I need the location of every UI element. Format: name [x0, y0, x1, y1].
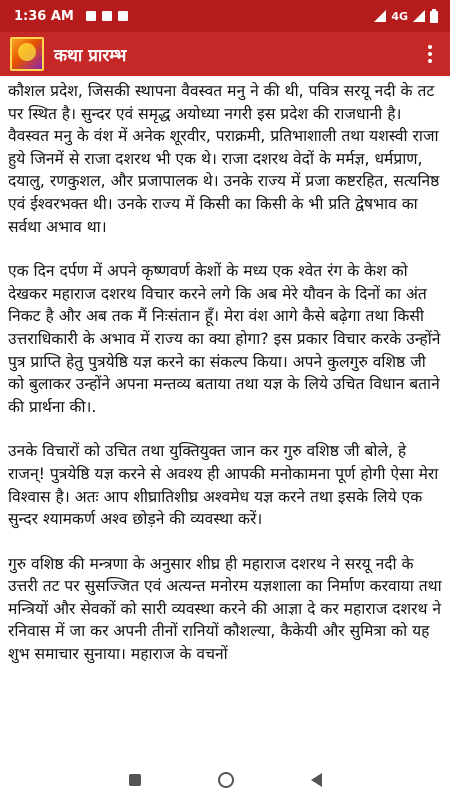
notification-app-icon-3 [118, 11, 128, 21]
signal-icon [374, 10, 386, 22]
story-paragraph-2: एक दिन दर्पण में अपने कृष्णवर्ण केशों के मध्य एक श्वेत रंग के केश को देखकर महाराज दशरथ विचार करने लगे कि अब मेरे यौवन के दिनों का अंत निकट है और अब तक मैं निःसंतान हूँ। मेरा वंश आगे कैसे बढ़ेगा तथा किसी उत्तराधिकारी के अभाव में राज्य का क्या होगा? इस प्रकार विचार करके उन्होंने पुत्र प्राप्ति हेतु पुत्रयेष्ठि यज्ञ करने का संकल्प किया। अपने कुलगुरु वशिष्ठ जी को बुलाकर उन्होंने अपना मन्तव्य बताया तथा यज्ञ के लिये उचित विधान बताने की प्रार्थना की।. [8, 262, 441, 416]
notification-app-icon-2 [102, 11, 112, 21]
back-button[interactable] [311, 773, 322, 787]
recents-button[interactable] [129, 774, 141, 786]
battery-icon [430, 9, 438, 23]
overflow-menu-icon[interactable] [420, 45, 440, 63]
signal-strength-icon [413, 10, 425, 22]
story-paragraph-4: गुरु वशिष्ठ की मन्त्रणा के अनुसार शीघ्र ही महाराज दशरथ ने सरयू नदी के उत्तरी तट पर सुसज्जित एवं अत्यन्त मनोरम यज्ञशाला का निर्माण करवाया तथा मन्त्रियों और सेवकों को सारी व्यवस्था करने की आज्ञा दे कर महाराज दशरथ ने रनिवास में जा कर अपनी तीनों रानियों कौशल्या, कैकेयी और सुमित्रा को यह शुभ समाचार सुनाया। महाराज के वचनों [8, 554, 442, 664]
status-time: 1:36 AM [14, 8, 74, 24]
home-button[interactable] [218, 772, 234, 788]
app-title: कथा प्रारम्भ [54, 45, 127, 66]
status-bar [0, 0, 450, 32]
notification-app-icon [86, 11, 96, 21]
story-paragraph-1: कौशल प्रदेश, जिसकी स्थापना वैवस्वत मनु ने की थी, पवित्र सरयू नदी के तट पर स्थित है। सुन्दर एवं समृद्ध अयोध्या नगरी इस प्रदेश की राजधानी है। वैवस्वत मनु के वंश में अनेक शूरवीर, पराक्रमी, प्रतिभाशाली तथा यशस्वी राजा हुये जिनमें से राजा दशरथ भी एक थे। राजा दशरथ वेदों के मर्मज्ञ, धर्मप्राण, दयालु, रणकुशल, और प्रजापालक थे। उनके राज्य में प्रजा कष्टरहित, सत्यनिष्ठ एवं ईश्वरभक्त थी। उनके राज्य में किसी का किसी के भी प्रति द्वेषभाव का सर्वथा अभाव था। [8, 82, 440, 236]
app-bar [0, 32, 450, 76]
story-content[interactable] [0, 76, 450, 760]
story-paragraph-3: उनके विचारों को उचित तथा युक्तियुक्त जान कर गुरु वशिष्ठ जी बोले, हे राजन्! पुत्रयेष्ठि यज्ञ करने से अवश्य ही आपकी मनोकामना पूर्ण होगी ऐसा मेरा विश्वास है। अतः आप शीघ्रातिशीघ्र अश्वमेध यज्ञ करने तथा इसके लिये एक सुन्दर श्यामकर्ण अश्व छोड़ने की व्यवस्था करें। [8, 442, 439, 529]
network-type: 4G [391, 9, 408, 23]
app-logo-icon[interactable] [10, 37, 44, 71]
system-nav-bar [0, 760, 450, 800]
notification-icons [86, 11, 128, 21]
